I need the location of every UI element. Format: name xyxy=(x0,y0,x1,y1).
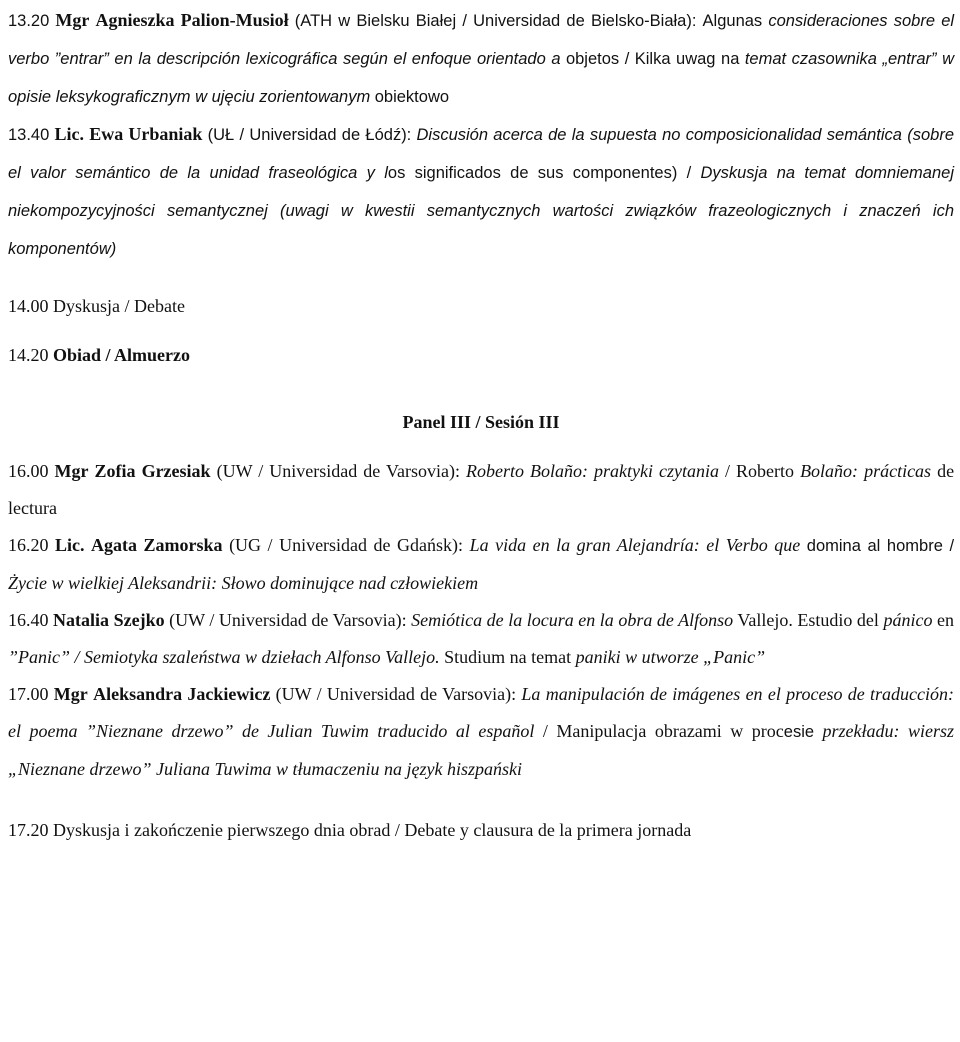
entry-title-es-start: Algunas xyxy=(702,12,763,30)
entry-title: Lic. xyxy=(54,124,84,144)
entry-title-es: consideraciones sobre el verbo ”entrar” en la descripción lexicográfica según el enfoque orientado a xyxy=(8,12,955,68)
entry-title-pl: temat czasownika „entrar” w opisie leksykograficznym w ujęciu zorientowanym xyxy=(8,50,954,106)
panel-heading: Panel III / Sesión III xyxy=(402,412,560,432)
entry-title: Mgr xyxy=(53,684,88,704)
entry-title: Lic. xyxy=(55,535,85,555)
entry-title-es: Bolaño: prácticas xyxy=(800,461,932,481)
entry-time: 16.20 xyxy=(8,535,49,555)
entry-title-pl: ”Panic” / Semiotyka szaleństwa w dziełach Alfonso Vallejo. xyxy=(8,647,440,667)
entry-affiliation: (UW / Universidad de Varsovia): xyxy=(275,684,517,704)
entry-title-es-en: en xyxy=(937,610,955,630)
entry-title-es-word: pánico xyxy=(883,610,933,630)
entry-title: Mgr xyxy=(54,461,89,481)
entry-separator: / Roberto xyxy=(725,461,795,481)
program-entry-zamorska xyxy=(8,527,954,602)
entry-affiliation: (UG / Universidad de Gdańsk): xyxy=(229,535,464,555)
entry-title-pl-end: paniki w utworze „Panic” xyxy=(575,647,766,667)
entry-time: 16.00 xyxy=(8,461,49,481)
entry-speaker: Ewa Urbaniak xyxy=(89,124,203,144)
entry-title-pl-tail: Studium na temat xyxy=(444,647,572,667)
entry-title-es-tail: de lectura xyxy=(8,461,955,518)
entry-title-pl-start: Kilka uwag na xyxy=(634,50,740,68)
program-entry-jackiewicz xyxy=(8,676,954,788)
program-entry-palion-musiol xyxy=(8,2,954,116)
entry-time: 17.00 xyxy=(8,684,49,704)
entry-title-es: La manipulación de imágenes en el proceso de traducción: el poema ”Nieznane drzewo” de Julian Tuwim traducido al español xyxy=(8,684,955,741)
entry-time: 16.40 xyxy=(8,610,49,630)
entry-title-pl: przekładu: wiersz „Nieznane drzewo” Juliana Tuwima w tłumaczeniu na język hiszpański xyxy=(8,721,955,779)
entry-speaker: Agata Zamorska xyxy=(91,535,223,555)
entry-speaker: Aleksandra Jackiewicz xyxy=(93,684,271,704)
lunch-slot xyxy=(8,337,954,374)
lunch-label: Obiad / Almuerzo xyxy=(53,345,191,365)
entry-time: 13.40 xyxy=(8,126,50,144)
entry-title-es: La vida en la gran Alejandría: el Verbo que xyxy=(469,535,801,555)
entry-affiliation: (UŁ / Universidad de Łódź): xyxy=(207,126,412,144)
entry-title-es-end: objetos / xyxy=(565,50,630,68)
document-page xyxy=(0,2,960,1042)
discussion-slot xyxy=(8,288,954,325)
program-entry-grzesiak xyxy=(8,453,954,527)
discussion-text: 14.00 Dyskusja / Debate xyxy=(8,296,185,316)
entry-time: 13.20 xyxy=(8,12,50,30)
entry-speaker: Natalia Szejko xyxy=(53,610,165,630)
entry-title-es: Discusión acerca de la supuesta no composicionalidad semántica (sobre el valor semántico de la unidad fraseológica y l xyxy=(8,126,955,182)
closing-slot xyxy=(8,812,954,849)
entry-title-es-mid: Vallejo. Estudio del xyxy=(737,610,879,630)
entry-title-pl: Roberto Bolaño: praktyki czytania xyxy=(465,461,719,481)
program-entry-urbaniak xyxy=(8,116,954,268)
entry-separator-tail: esie xyxy=(783,723,815,741)
entry-speaker: Zofia Grzesiak xyxy=(94,461,211,481)
entry-title-pl: Życie w wielkiej Aleksandrii: Słowo dominujące nad człowiekiem xyxy=(8,573,479,593)
entry-title-es-tail: os significados de sus componentes) / xyxy=(387,164,692,182)
entry-speaker: Agnieszka Palion-Musioł xyxy=(95,10,289,30)
program-entry-szejko xyxy=(8,602,954,676)
lunch-time: 14.20 xyxy=(8,345,49,365)
entry-affiliation: (ATH w Bielsku Białej / Universidad de Bielsko-Biała): xyxy=(294,12,697,30)
entry-affiliation: (UW / Universidad de Varsovia): xyxy=(216,461,460,481)
entry-title-pl: Dyskusja na temat domniemanej niekompozycyjności semantycznej (uwagi w kwestii semantycznych wartości związków frazeologicznych i znaczeń ich komponentów) xyxy=(8,164,954,258)
entry-title: Mgr xyxy=(55,10,90,30)
entry-separator: / Manipulacja obrazami w proc xyxy=(542,721,784,741)
entry-title-pl-end: obiektowo xyxy=(374,88,450,106)
closing-text: 17.20 Dyskusja i zakończenie pierwszego dnia obrad / Debate y clausura de la primera jornada xyxy=(8,820,692,840)
entry-title-es-tail: domina al hombre / xyxy=(806,537,955,555)
entry-title-es: Semiótica de la locura en la obra de Alfonso xyxy=(411,610,734,630)
entry-affiliation: (UW / Universidad de Varsovia): xyxy=(169,610,407,630)
